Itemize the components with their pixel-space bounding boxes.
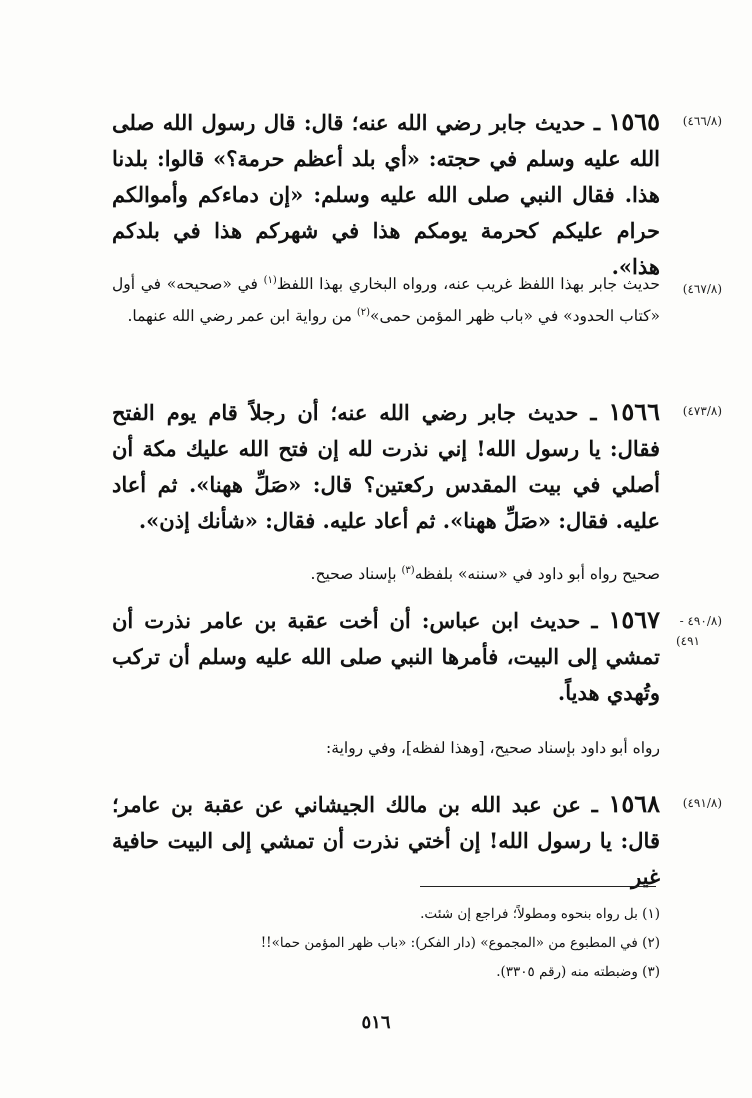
commentary-part: في «صحيحه» في أول «كتاب الحدود» في «باب ظهر المؤمن حمى»	[112, 275, 660, 325]
volume-page-ref: (٤٩١/٨)	[682, 796, 722, 810]
hadith-body: ـ حديث جابر رضي الله عنه؛ قال: قال رسول الله صلى الله عليه وسلم في حجته: «أي بلد أعظم حرمة؟» قالوا: بلدنا هذا. فقال النبي صلى الله عليه وسلم: «إن دماءكم وأموالكم حرام عليكم كحرمة يومكم هذا في شهركم هذا في بلدكم هذا».	[112, 110, 660, 279]
page-number: ٥١٦	[361, 1012, 391, 1033]
hadith-number: ١٥٦٦	[608, 397, 660, 426]
hadith-text	[112, 104, 660, 285]
commentary-text	[112, 558, 660, 590]
footnote-marker: (٣)	[401, 564, 415, 576]
hadith-body: ـ عن عبد الله بن مالك الجيشاني عن عقبة بن عامر؛ قال: يا رسول الله! إن أختي نذرت أن تمشي إلى البيت حافية غير	[112, 792, 660, 889]
footnotes	[200, 900, 660, 987]
hadith-text	[112, 786, 660, 895]
footnote-2: (٢) في المطبوع من «المجموع» (دار الفكر): «باب ظهر المؤمن حما»!!	[260, 935, 660, 951]
commentary-part: بإسناد صحيح.	[310, 565, 402, 583]
hadith-number: ١٥٦٥	[608, 107, 660, 136]
volume-page-ref: (٤٧٣/٨)	[682, 404, 722, 418]
footnote-3: (٣) وضبطته منه (رقم ٣٣٠٥).	[496, 964, 660, 980]
volume-page-ref: (٤٦٧/٨)	[682, 282, 722, 296]
footnote-marker: (٢)	[356, 306, 371, 318]
commentary-part: صحيح رواه أبو داود في «سننه» بلفظه	[414, 565, 660, 583]
hadith-text	[112, 394, 660, 539]
commentary-text: رواه أبو داود بإسناد صحيح، [وهذا لفظه]، وفي رواية:	[326, 739, 660, 757]
commentary-part: حديث جابر بهذا اللفظ غريب عنه، ورواه البخاري بهذا اللفظ	[276, 275, 660, 293]
footnote-marker: (١)	[263, 274, 277, 286]
footnote-separator	[420, 886, 656, 887]
volume-page-ref: (٤٩٠/٨ -	[679, 614, 722, 628]
footnote-1: (١) بل رواه بنحوه ومطولاً؛ فراجع إن شئت.	[420, 906, 660, 922]
hadith-text	[112, 602, 660, 711]
commentary-part: من رواية ابن عمر رضي الله عنهما.	[127, 307, 357, 325]
hadith-body: ـ حديث جابر رضي الله عنه؛ أن رجلاً قام يوم الفتح فقال: يا رسول الله! إني نذرت لله إن فتح الله عليك مكة أن أصلي في بيت المقدس ركعتين؟ قال: «صَلِّ ههنا». ثم أعاد عليه. فقال: «صَلِّ ههنا». ثم أعاد عليه. فقال: «شأنك إذن».	[112, 400, 660, 533]
volume-page-ref: (٤٦٦/٨)	[682, 114, 722, 128]
hadith-number: ١٥٦٨	[608, 789, 660, 818]
hadith-body: ـ حديث ابن عباس: أن أخت عقبة بن عامر نذرت أن تمشي إلى البيت، فأمرها النبي صلى الله عليه وسلم أن تركب وتُهدي هدياً.	[112, 608, 660, 705]
hadith-number: ١٥٦٧	[608, 605, 660, 634]
volume-page-ref-continued: ٤٩١)	[675, 634, 700, 648]
commentary-text	[112, 268, 660, 332]
